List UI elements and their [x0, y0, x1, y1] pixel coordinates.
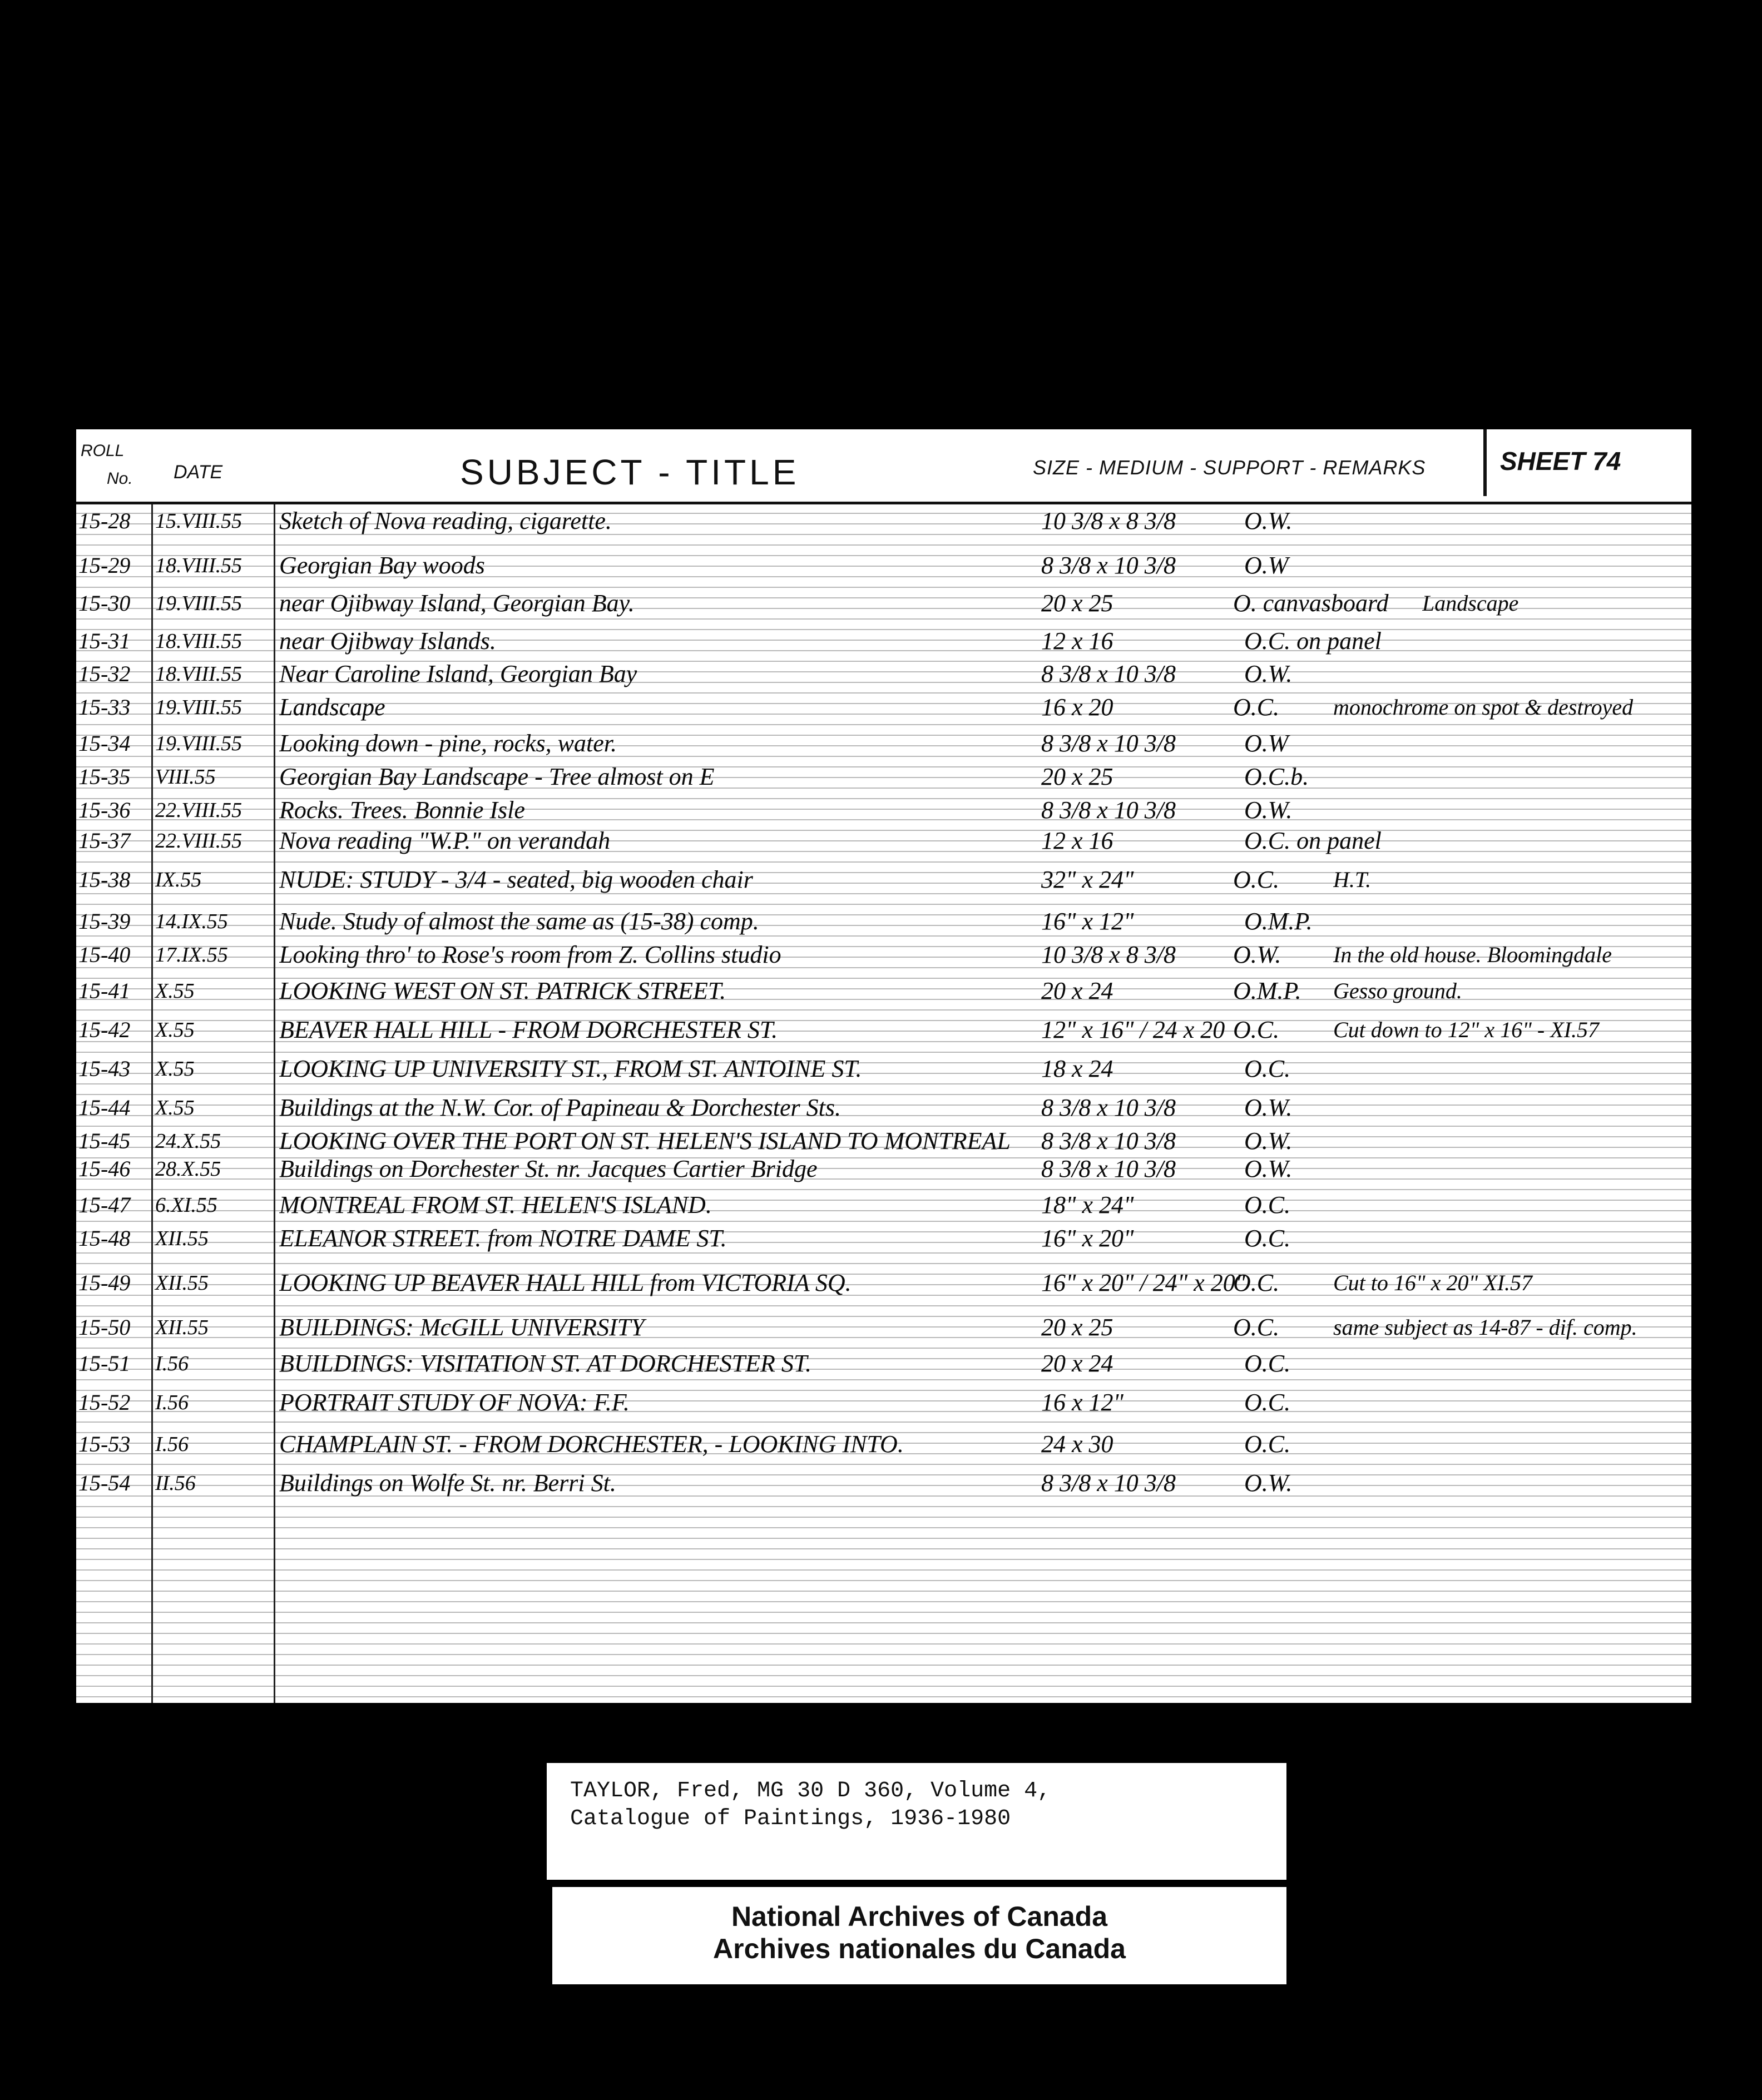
row-medium: O.C. on panel — [1244, 827, 1382, 854]
row-date: 19.VIII.55 — [155, 592, 242, 615]
catalogue-row — [76, 1383, 1691, 1422]
row-subject: Rocks. Trees. Bonnie Isle — [279, 796, 525, 824]
row-size: 32" x 24" — [1041, 866, 1134, 893]
row-size: 12 x 16 — [1041, 627, 1113, 655]
row-number: 15-35 — [78, 764, 131, 789]
catalogue-row — [76, 1425, 1691, 1464]
catalogue-row — [76, 821, 1691, 860]
row-number: 15-30 — [78, 591, 131, 616]
row-size: 20 x 25 — [1041, 763, 1113, 790]
row-number: 15-39 — [78, 909, 131, 934]
row-date: 17.IX.55 — [155, 943, 228, 967]
row-date: I.56 — [155, 1433, 189, 1456]
archives-label — [552, 1887, 1286, 1984]
row-size: 8 3/8 x 10 3/8 — [1041, 660, 1176, 687]
row-medium: O.C. on panel — [1244, 627, 1382, 655]
row-size: 16" x 20" / 24" x 20" — [1041, 1269, 1246, 1296]
archives-line-french: Archives nationales du Canada — [713, 1933, 1126, 1964]
row-number: 15-29 — [78, 553, 131, 578]
sheet-header — [76, 429, 1691, 504]
row-size: 20 x 24 — [1041, 977, 1113, 1004]
row-size: 8 3/8 x 10 3/8 — [1041, 730, 1176, 757]
row-remarks: Landscape — [1422, 591, 1519, 616]
row-date: 6.XI.55 — [155, 1193, 217, 1217]
row-subject: MONTREAL FROM ST. HELEN'S ISLAND. — [279, 1191, 712, 1219]
row-remarks: H.T. — [1333, 867, 1372, 892]
catalogue-row — [76, 1049, 1691, 1088]
row-medium: O.M.P. — [1233, 977, 1301, 1004]
row-date: 22.VIII.55 — [155, 829, 242, 853]
row-size: 8 3/8 x 10 3/8 — [1041, 1155, 1176, 1182]
row-medium: O.C. — [1244, 1350, 1291, 1377]
row-number: 15-44 — [78, 1095, 131, 1120]
row-number: 15-40 — [78, 942, 131, 967]
row-medium: O.C.b. — [1244, 763, 1309, 790]
archives-line-english: National Archives of Canada — [731, 1901, 1108, 1932]
row-subject: CHAMPLAIN ST. - FROM DORCHESTER, - LOOKING INTO. — [279, 1430, 904, 1458]
catalogue-row — [76, 1344, 1691, 1383]
row-number: 15-28 — [78, 508, 131, 533]
row-size: 12 x 16 — [1041, 827, 1113, 854]
row-number: 15-52 — [78, 1390, 131, 1415]
catalogue-row — [76, 546, 1691, 585]
row-remarks: monochrome on spot & destroyed — [1333, 695, 1634, 720]
row-size: 16" x 20" — [1041, 1225, 1134, 1252]
row-subject: ELEANOR STREET. from NOTRE DAME ST. — [279, 1225, 727, 1252]
row-subject: BEAVER HALL HILL - FROM DORCHESTER ST. — [279, 1016, 778, 1043]
row-medium: O.W. — [1244, 1469, 1293, 1497]
row-number: 15-36 — [78, 798, 131, 823]
row-number: 15-37 — [78, 828, 131, 853]
row-date: 18.VIII.55 — [155, 554, 242, 577]
row-number: 15-33 — [78, 695, 131, 720]
row-medium: O.C. — [1244, 1055, 1291, 1082]
reference-label — [547, 1763, 1286, 1880]
row-date: 19.VIII.55 — [155, 732, 242, 755]
row-medium: O.W — [1244, 730, 1289, 757]
row-remarks: same subject as 14-87 - dif. comp. — [1333, 1315, 1637, 1340]
row-date: I.56 — [155, 1352, 189, 1375]
row-subject: Nude. Study of almost the same as (15-38) comp. — [279, 908, 759, 935]
catalogue-row — [76, 935, 1691, 974]
row-remarks: Gesso ground. — [1333, 978, 1462, 1003]
row-medium: O.M.P. — [1244, 908, 1313, 935]
catalogue-row — [76, 1011, 1691, 1049]
row-subject: NUDE: STUDY - 3/4 - seated, big wooden chair — [279, 866, 753, 893]
row-subject: Georgian Bay Landscape - Tree almost on E — [279, 763, 715, 790]
header-subject-title: SUBJECT - TITLE — [460, 452, 800, 492]
row-subject: LOOKING OVER THE PORT ON ST. HELEN'S ISLAND TO MONTREAL — [279, 1127, 1011, 1155]
row-date: 15.VIII.55 — [155, 509, 242, 533]
row-medium: O.C. — [1233, 694, 1280, 721]
row-number: 15-49 — [78, 1270, 131, 1295]
row-number: 15-38 — [78, 867, 131, 892]
row-date: X.55 — [155, 1057, 195, 1081]
catalogue-row — [76, 1219, 1691, 1258]
row-size: 20 x 25 — [1041, 590, 1113, 617]
row-size: 18 x 24 — [1041, 1055, 1113, 1082]
row-date: 14.IX.55 — [155, 910, 228, 933]
reference-line-1: TAYLOR, Fred, MG 30 D 360, Volume 4, — [570, 1779, 1051, 1804]
row-subject: Looking down - pine, rocks, water. — [279, 730, 617, 757]
sheet-number: SHEET 74 — [1500, 447, 1621, 476]
row-subject: Buildings on Dorchester St. nr. Jacques Cartier Bridge — [279, 1155, 818, 1182]
catalogue-row — [76, 502, 1691, 541]
row-medium: O.C. — [1233, 1269, 1280, 1296]
row-date: I.56 — [155, 1391, 189, 1414]
row-subject: LOOKING WEST ON ST. PATRICK STREET. — [279, 977, 726, 1004]
row-number: 15-46 — [78, 1156, 131, 1181]
row-date: XII.55 — [155, 1271, 209, 1295]
catalogue-row — [76, 1308, 1691, 1347]
row-medium: O.C. — [1244, 1389, 1291, 1416]
row-date: 19.VIII.55 — [155, 696, 242, 719]
row-size: 10 3/8 x 8 3/8 — [1041, 941, 1176, 968]
row-medium: O.C. — [1233, 866, 1280, 893]
catalogue-row — [76, 1264, 1691, 1302]
row-subject: Looking thro' to Rose's room from Z. Collins studio — [279, 941, 781, 968]
header-date: DATE — [174, 462, 223, 483]
row-medium: O.W. — [1244, 796, 1293, 824]
row-remarks: In the old house. Bloomingdale — [1333, 942, 1612, 967]
reference-line-2: Catalogue of Paintings, 1936-1980 — [570, 1806, 1011, 1831]
row-size: 16 x 12" — [1041, 1389, 1124, 1416]
row-subject: BUILDINGS: VISITATION ST. AT DORCHESTER ST. — [279, 1350, 812, 1377]
row-size: 16 x 20 — [1041, 694, 1113, 721]
row-number: 15-54 — [78, 1470, 131, 1495]
row-size: 8 3/8 x 10 3/8 — [1041, 1094, 1176, 1121]
row-subject: near Ojibway Island, Georgian Bay. — [279, 590, 635, 617]
catalogue-row — [76, 860, 1691, 899]
row-medium: O.W. — [1244, 660, 1293, 687]
row-size: 8 3/8 x 10 3/8 — [1041, 1127, 1176, 1155]
row-subject: Georgian Bay woods — [279, 552, 485, 579]
row-date: X.55 — [155, 1096, 195, 1120]
row-date: XII.55 — [155, 1316, 209, 1339]
row-number: 15-48 — [78, 1226, 131, 1251]
row-subject: BUILDINGS: McGILL UNIVERSITY — [279, 1314, 645, 1341]
header-size-medium: SIZE - MEDIUM - SUPPORT - REMARKS — [1033, 456, 1426, 479]
row-size: 12" x 16" / 24 x 20 — [1041, 1016, 1225, 1043]
row-number: 15-50 — [78, 1315, 131, 1340]
row-date: 22.VIII.55 — [155, 799, 242, 822]
row-subject: near Ojibway Islands. — [279, 627, 496, 655]
row-subject: Near Caroline Island, Georgian Bay — [279, 660, 637, 687]
row-size: 8 3/8 x 10 3/8 — [1041, 1469, 1176, 1497]
row-subject: Buildings at the N.W. Cor. of Papineau & Dorchester Sts. — [279, 1094, 841, 1121]
header-sheet-divider — [1483, 429, 1487, 496]
row-medium: O.C. — [1233, 1016, 1280, 1043]
row-number: 15-34 — [78, 731, 131, 756]
row-subject: Sketch of Nova reading, cigarette. — [279, 507, 612, 534]
row-size: 18" x 24" — [1041, 1191, 1134, 1219]
row-number: 15-51 — [78, 1351, 131, 1376]
row-medium: O.W. — [1244, 507, 1293, 534]
row-date: X.55 — [155, 979, 195, 1003]
row-subject: PORTRAIT STUDY OF NOVA: F.F. — [279, 1389, 630, 1416]
catalogue-row — [76, 1464, 1691, 1503]
row-date: 18.VIII.55 — [155, 662, 242, 686]
row-date: IX.55 — [155, 868, 202, 891]
row-number: 15-43 — [78, 1056, 131, 1081]
row-date: XII.55 — [155, 1227, 209, 1250]
row-size: 10 3/8 x 8 3/8 — [1041, 507, 1176, 534]
row-medium: O.W — [1244, 552, 1289, 579]
row-medium: O.W. — [1233, 941, 1281, 968]
row-medium: O.C. — [1244, 1191, 1291, 1219]
row-subject: Buildings on Wolfe St. nr. Berri St. — [279, 1469, 616, 1497]
row-subject: LOOKING UP UNIVERSITY ST., FROM ST. ANTOINE ST. — [279, 1055, 862, 1082]
row-remarks: Cut to 16" x 20" XI.57 — [1333, 1270, 1533, 1295]
row-number: 15-41 — [78, 978, 131, 1003]
row-medium: O.W. — [1244, 1155, 1293, 1182]
catalogue-row — [76, 972, 1691, 1011]
header-number: No. — [107, 469, 133, 488]
row-subject: LOOKING UP BEAVER HALL HILL from VICTORIA SQ. — [279, 1269, 852, 1296]
catalogue-row — [76, 688, 1691, 727]
row-number: 15-45 — [78, 1128, 131, 1153]
row-size: 16" x 12" — [1041, 908, 1134, 935]
row-size: 20 x 25 — [1041, 1314, 1113, 1341]
row-date: VIII.55 — [155, 765, 216, 789]
row-medium: O.C. — [1244, 1225, 1291, 1252]
row-medium: O.W. — [1244, 1094, 1293, 1121]
row-number: 15-32 — [78, 661, 131, 686]
row-number: 15-31 — [78, 628, 131, 653]
row-medium: O. canvasboard — [1233, 590, 1389, 617]
catalogue-row — [76, 584, 1691, 623]
row-subject: Nova reading "W.P." on verandah — [279, 827, 611, 854]
row-medium: O.C. — [1233, 1314, 1280, 1341]
row-remarks: Cut down to 12" x 16" - XI.57 — [1333, 1017, 1600, 1042]
row-size: 20 x 24 — [1041, 1350, 1113, 1377]
row-medium: O.C. — [1244, 1430, 1291, 1458]
row-size: 24 x 30 — [1041, 1430, 1113, 1458]
row-medium: O.W. — [1244, 1127, 1293, 1155]
row-date: 28.X.55 — [155, 1157, 221, 1181]
catalogue-sheet — [76, 429, 1691, 1703]
row-size: 8 3/8 x 10 3/8 — [1041, 796, 1176, 824]
row-number: 15-53 — [78, 1432, 131, 1457]
row-date: 18.VIII.55 — [155, 630, 242, 653]
row-date: X.55 — [155, 1018, 195, 1042]
row-number: 15-42 — [78, 1017, 131, 1042]
header-roll: ROLL — [81, 442, 125, 460]
catalogue-row — [76, 1150, 1691, 1188]
row-date: 24.X.55 — [155, 1130, 221, 1153]
row-size: 8 3/8 x 10 3/8 — [1041, 552, 1176, 579]
row-subject: Landscape — [279, 694, 385, 721]
row-number: 15-47 — [78, 1192, 131, 1217]
row-date: II.56 — [155, 1472, 196, 1495]
